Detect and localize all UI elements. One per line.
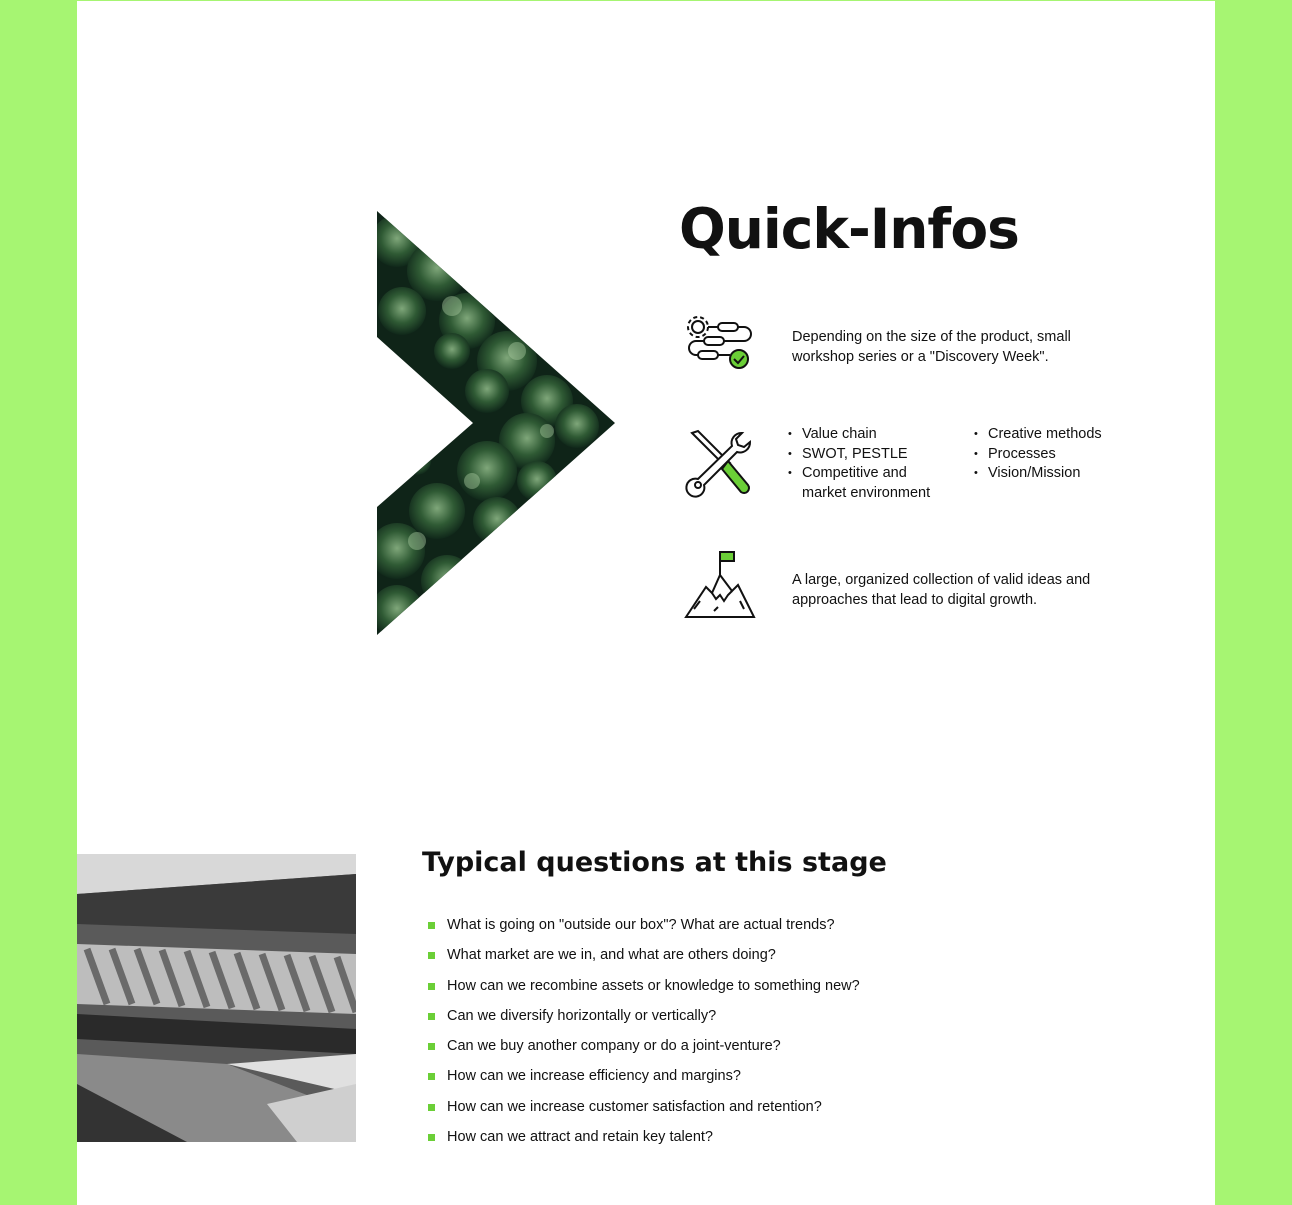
list-item: How can we attract and retain key talent? <box>428 1127 860 1157</box>
workflow-icon <box>684 312 756 384</box>
bullet-square-icon <box>428 1104 435 1111</box>
list-item: • Value chain <box>788 425 958 445</box>
bullet-square-icon <box>428 922 435 929</box>
bullet-square-icon <box>428 952 435 959</box>
list-item: How can we recombine assets or knowledge to something new? <box>428 976 860 1006</box>
section-title: Typical questions at this stage <box>422 847 887 878</box>
bullet-square-icon <box>428 1134 435 1141</box>
info-text-growth: A large, organized collection of valid ideas and approaches that lead to digital growth. <box>792 572 1091 608</box>
list-item: Can we diversify horizontally or vertically? <box>428 1006 860 1036</box>
questions-list <box>428 915 860 1157</box>
bullet-square-icon <box>428 983 435 990</box>
list-item: How can we increase customer satisfaction and retention? <box>428 1097 860 1127</box>
forest-arrow-image <box>377 211 615 635</box>
bullet-square-icon <box>428 1073 435 1080</box>
list-item: • Processes <box>974 445 1134 465</box>
page-title: Quick-Infos <box>679 197 1019 261</box>
list-item: • Competitive and market environment <box>788 464 947 503</box>
tools-list-left <box>788 425 958 503</box>
tools-list-right <box>974 425 1134 484</box>
list-item: • SWOT, PESTLE <box>788 445 958 465</box>
list-item: • Vision/Mission <box>974 464 1134 484</box>
content-page <box>77 1 1215 1205</box>
bullet-square-icon <box>428 1013 435 1020</box>
list-item: What is going on "outside our box"? What are actual trends? <box>428 915 860 945</box>
bullet-square-icon <box>428 1043 435 1050</box>
list-item: Can we buy another company or do a joint-venture? <box>428 1036 860 1066</box>
list-item: How can we increase efficiency and margins? <box>428 1066 860 1096</box>
steel-structure-image <box>77 854 356 1142</box>
info-text-workflow: Depending on the size of the product, small workshop series or a "Discovery Week". <box>792 329 1071 365</box>
mountain-flag-icon <box>684 549 756 621</box>
tools-icon <box>684 427 756 499</box>
list-item: • Creative methods <box>974 425 1134 445</box>
list-item: What market are we in, and what are others doing? <box>428 945 860 975</box>
